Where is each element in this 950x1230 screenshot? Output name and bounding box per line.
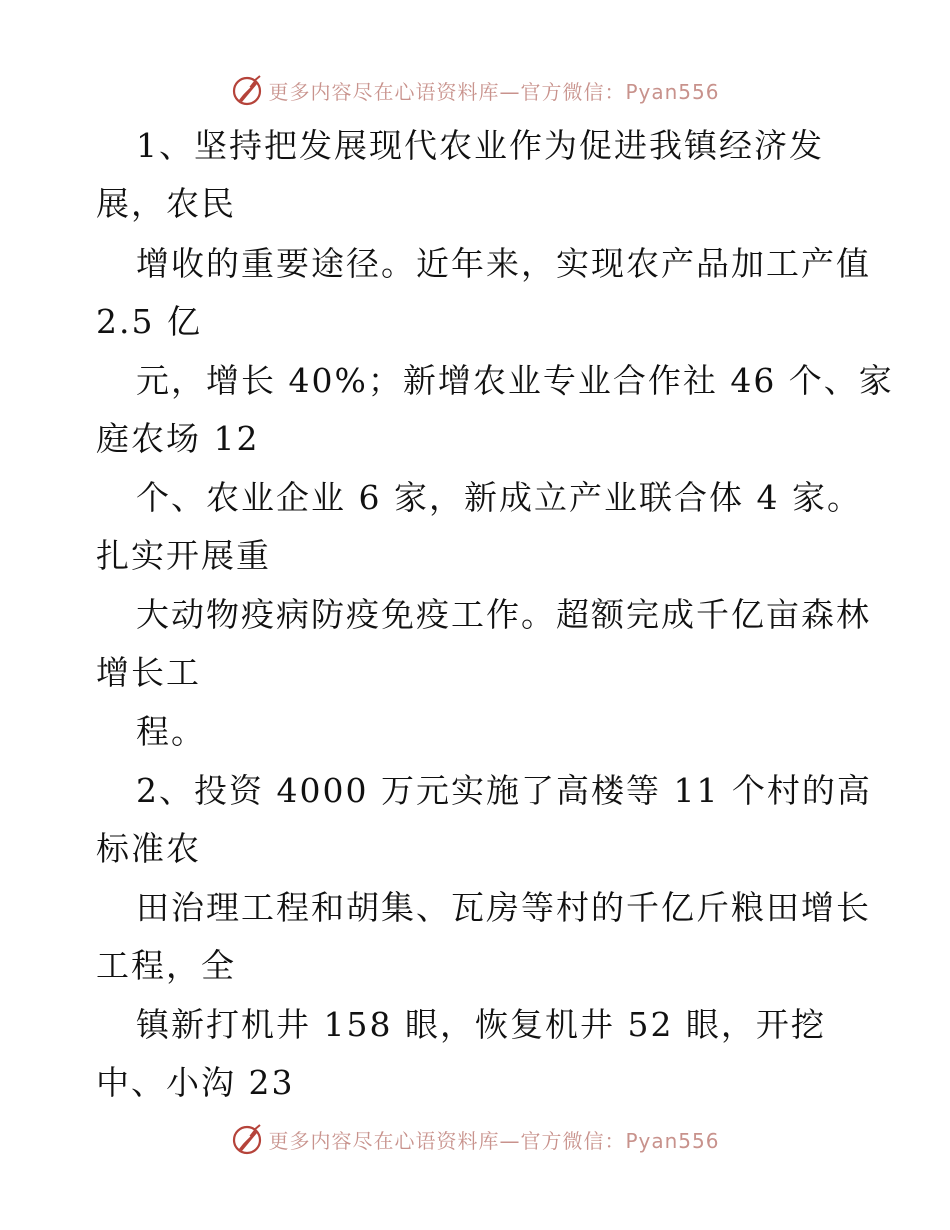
body-line: 工程，全 (96, 946, 236, 985)
body-line: 田治理工程和胡集、瓦房等村的千亿斤粮田增长 (136, 888, 871, 927)
body-line: 扎实开展重 (96, 536, 271, 575)
body-line: 大动物疫病防疫免疫工作。超额完成千亿亩森林 (136, 595, 871, 634)
body-line: 2.5 亿 (96, 302, 202, 341)
body-line: 标准农 (96, 829, 201, 868)
body-line: 展，农民 (96, 184, 236, 223)
body-line: 增长工 (96, 653, 201, 692)
body-line: 2、投资 4000 万元实施了高楼等 11 个村的高 (136, 771, 872, 810)
watermark-text: 更多内容尽在心语资料库—官方微信：Pyan556 (268, 79, 720, 104)
header-watermark (0, 70, 950, 110)
feather-pen-logo-icon (230, 73, 264, 107)
watermark-text: 更多内容尽在心语资料库—官方微信：Pyan556 (268, 1128, 720, 1153)
body-line: 1、坚持把发展现代农业作为促进我镇经济发 (136, 126, 824, 165)
body-line: 程。 (136, 712, 206, 751)
body-line: 个、农业企业 6 家，新成立产业联合体 4 家。 (136, 478, 862, 517)
body-line: 庭农场 12 (96, 419, 260, 458)
body-line: 元，增长 40%；新增农业专业合作社 46 个、家 (136, 361, 894, 400)
footer-watermark (0, 1119, 950, 1159)
body-line: 中、小沟 23 (96, 1063, 295, 1102)
body-line: 镇新打机井 158 眼，恢复机井 52 眼，开挖 (136, 1005, 826, 1044)
body-line: 增收的重要途径。近年来，实现农产品加工产值 (136, 244, 871, 283)
feather-pen-logo-icon (230, 1122, 264, 1156)
